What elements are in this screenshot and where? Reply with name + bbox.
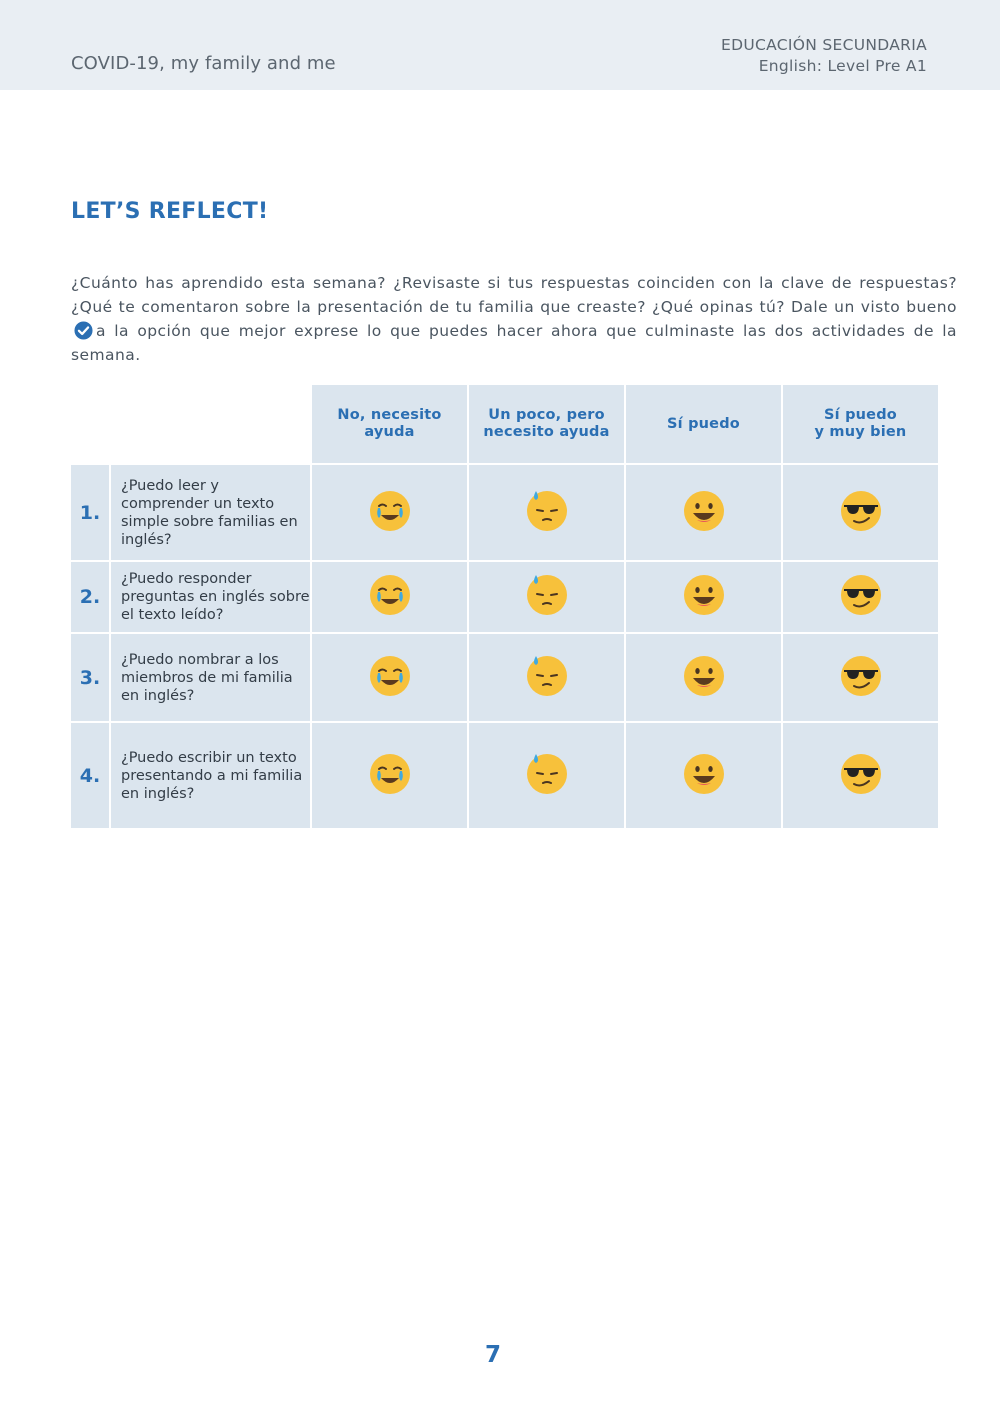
column-header-line: Sí puedo	[667, 415, 740, 432]
column-header-some-help	[468, 385, 625, 464]
column-header-line: Sí puedo	[824, 407, 897, 423]
rating-option[interactable]	[625, 561, 782, 633]
level-info	[721, 35, 927, 77]
rating-option[interactable]	[468, 722, 625, 828]
sweat-face-icon	[525, 489, 569, 533]
document-title: COVID-19, my family and me	[71, 53, 336, 74]
question-text: ¿Puedo responder preguntas en inglés sobre el texto leído?	[110, 561, 311, 633]
row-number: 2.	[71, 561, 110, 633]
self-assessment-table	[71, 385, 938, 828]
smiling-face-icon	[682, 654, 726, 698]
sweat-face-icon	[525, 654, 569, 698]
rating-option[interactable]	[311, 464, 468, 561]
rating-option[interactable]	[782, 561, 938, 633]
question-text: ¿Puedo leer y comprender un texto simple sobre familias en inglés?	[110, 464, 311, 561]
question-text: ¿Puedo nombrar a los miembros de mi familia en inglés?	[110, 633, 311, 722]
crying-face-icon	[368, 573, 412, 617]
column-header-line: ayuda	[364, 424, 415, 440]
smiling-face-icon	[682, 752, 726, 796]
rating-option[interactable]	[782, 633, 938, 722]
table-row	[71, 561, 938, 633]
column-header-no-help	[311, 385, 468, 464]
rating-option[interactable]	[782, 464, 938, 561]
rating-option[interactable]	[625, 722, 782, 828]
table-row	[71, 722, 938, 828]
sunglasses-face-icon	[839, 752, 883, 796]
table-row	[71, 633, 938, 722]
question-text: ¿Puedo escribir un texto presentando a mi familia en inglés?	[110, 722, 311, 828]
column-header-line: Un poco, pero	[488, 407, 605, 423]
intro-paragraph	[71, 271, 957, 367]
rating-option[interactable]	[625, 633, 782, 722]
table-header-row	[71, 385, 938, 464]
intro-text-part1: ¿Cuánto has aprendido esta semana? ¿Revisaste si tus respuestas coinciden con la clave de respuestas? ¿Qué te comentaron sobre la presentación de tu familia que creaste? ¿Qué opinas tú? Dale un visto bueno	[71, 274, 957, 316]
rating-option[interactable]	[311, 561, 468, 633]
column-header-line: No, necesito	[337, 407, 442, 423]
smiling-face-icon	[682, 489, 726, 533]
table-corner	[71, 385, 311, 464]
row-number: 1.	[71, 464, 110, 561]
section-title: LET’S REFLECT!	[71, 199, 269, 224]
sweat-face-icon	[525, 573, 569, 617]
sunglasses-face-icon	[839, 573, 883, 617]
table-row	[71, 464, 938, 561]
row-number: 3.	[71, 633, 110, 722]
crying-face-icon	[368, 654, 412, 698]
page-header	[0, 0, 1000, 90]
check-circle-icon	[74, 321, 93, 340]
crying-face-icon	[368, 489, 412, 533]
rating-option[interactable]	[468, 464, 625, 561]
column-header-can-do	[625, 385, 782, 464]
sunglasses-face-icon	[839, 654, 883, 698]
education-level: EDUCACIÓN SECUNDARIA	[721, 36, 927, 54]
smiling-face-icon	[682, 573, 726, 617]
crying-face-icon	[368, 752, 412, 796]
english-level: English: Level Pre A1	[758, 57, 927, 75]
rating-option[interactable]	[625, 464, 782, 561]
sunglasses-face-icon	[839, 489, 883, 533]
rating-option[interactable]	[468, 633, 625, 722]
column-header-line: necesito ayuda	[483, 424, 610, 440]
row-number: 4.	[71, 722, 110, 828]
page-number: 7	[484, 1342, 501, 1368]
rating-option[interactable]	[468, 561, 625, 633]
sweat-face-icon	[525, 752, 569, 796]
rating-option[interactable]	[311, 633, 468, 722]
rating-option[interactable]	[782, 722, 938, 828]
column-header-can-do-well	[782, 385, 938, 464]
rating-option[interactable]	[311, 722, 468, 828]
column-header-line: y muy bien	[814, 424, 907, 440]
intro-text-part2: a la opción que mejor exprese lo que puedes hacer ahora que culminaste las dos actividades de la semana.	[71, 322, 957, 364]
